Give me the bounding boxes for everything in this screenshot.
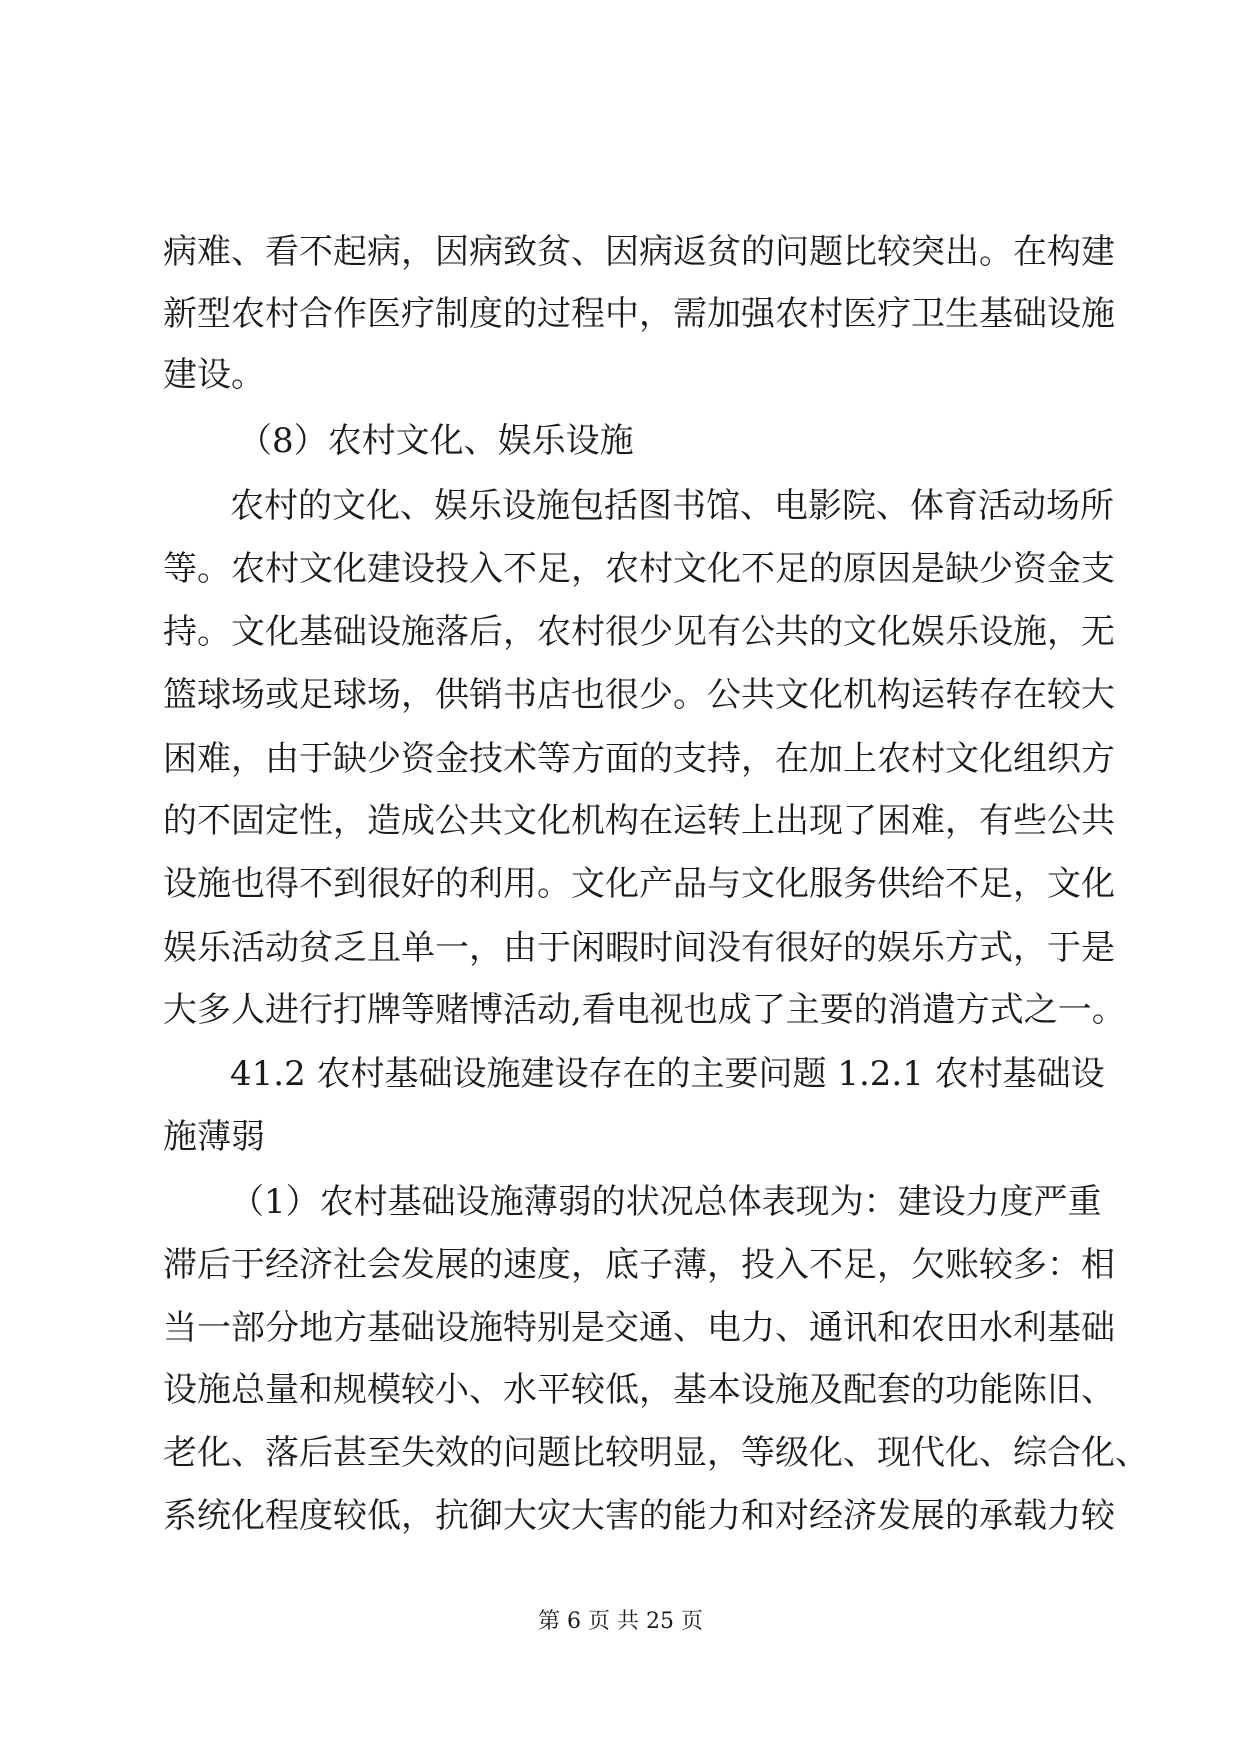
paragraph-line: 新型农村合作医疗制度的过程中，需加强农村医疗卫生基础设施 [163,294,1115,334]
paragraph-line: 的不固定性，造成公共文化机构在运转上出现了困难，有些公共 [163,801,1115,841]
paragraph-line: 设施也得不到很好的利用。文化产品与文化服务供给不足，文化 [163,864,1115,904]
page-number-footer: 第 6 页 共 25 页 [538,1609,703,1634]
paragraph-line: 施薄弱 [163,1117,265,1157]
paragraph-line: 篮球场或足球场，供销书店也很少。公共文化机构运转存在较大 [163,675,1115,715]
paragraph-line: 当一部分地方基础设施特别是交通、电力、通讯和农田水利基础 [163,1308,1115,1348]
paragraph-line: 农村的文化、娱乐设施包括图书馆、电影院、体育活动场所 [230,486,1114,526]
paragraph-line: 等。农村文化建设投入不足，农村文化不足的原因是缺少资金支 [163,549,1115,589]
paragraph-line: 滞后于经济社会发展的速度，底子薄，投入不足，欠账较多：相 [163,1245,1115,1285]
paragraph-line: 系统化程度较低，抗御大灾大害的能力和对经济发展的承载力较 [163,1496,1115,1536]
paragraph-line: 老化、落后甚至失效的问题比较明显，等级化、现代化、综合化、 [163,1433,1149,1473]
paragraph-line: （1）农村基础设施薄弱的状况总体表现为：建设力度严重 [230,1182,1102,1222]
section-heading: （8）农村文化、娱乐设施 [238,421,634,461]
paragraph-line: 大多人进行打牌等赌博活动,看电视也成了主要的消遣方式之一。 [163,990,1126,1030]
paragraph-line: 困难，由于缺少资金技术等方面的支持，在加上农村文化组织方 [163,739,1115,779]
paragraph-line: 建设。 [163,355,265,395]
paragraph-line: 设施总量和规模较小、水平较低，基本设施及配套的功能陈旧、 [163,1370,1115,1410]
paragraph-line: 娱乐活动贫乏且单一，由于闲暇时间没有很好的娱乐方式，于是 [163,928,1115,968]
paragraph-line: 41.2 农村基础设施建设存在的主要问题 1.2.1 农村基础设 [230,1054,1105,1094]
paragraph-line: 病难、看不起病，因病致贫、因病返贫的问题比较突出。在构建 [163,232,1115,272]
paragraph-line: 持。文化基础设施落后，农村很少见有公共的文化娱乐设施，无 [163,612,1115,652]
